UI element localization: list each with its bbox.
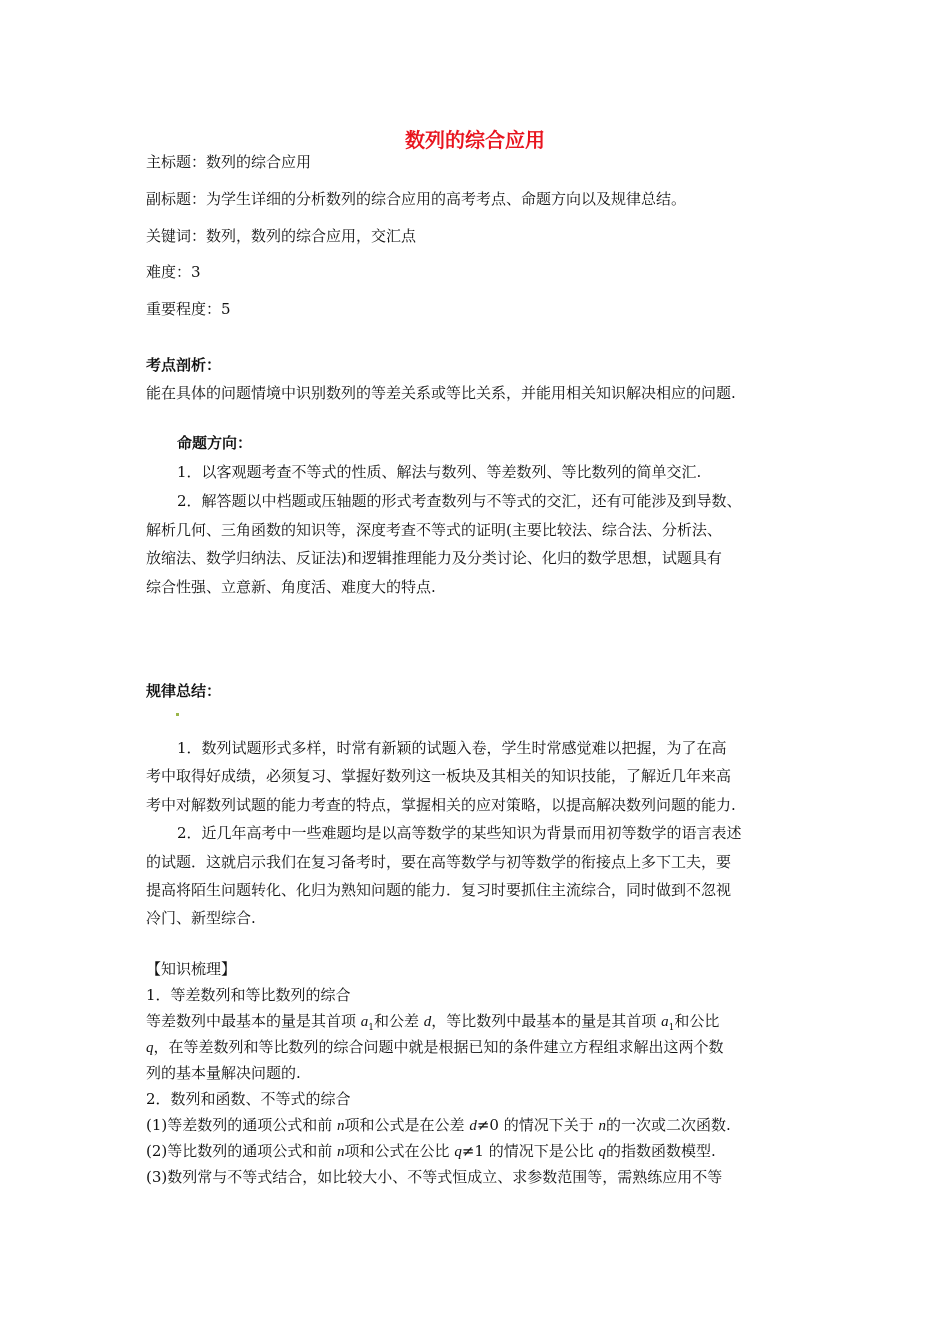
knowledge-s2-line-1: (1)等差数列的通项公式和前 n项和公式是在公差 d≠0 的情况下关于 n的一次或二次函数. [146, 1116, 731, 1134]
direction-line-4: 放缩法、数学归纳法、反证法)和逻辑推理能力及分类讨论、化归的数学思想，试题具有 [146, 549, 722, 567]
direction-line-5: 综合性强、立意新、角度活、难度大的特点. [146, 578, 436, 596]
knowledge-s2-title: 2．数列和函数、不等式的综合 [146, 1090, 351, 1108]
knowledge-s1-line-2: q，在等差数列和等比数列的综合问题中就是根据已知的条件建立方程组求解出这两个数 [146, 1038, 724, 1056]
page-title: 数列的综合应用 [405, 128, 545, 152]
knowledge-heading: 【知识梳理】 [146, 960, 237, 978]
importance-line: 重要程度：5 [146, 300, 231, 318]
analysis-heading: 考点剖析： [146, 356, 222, 374]
knowledge-s1-line-1: 等差数列中最基本的量是其首项 $a_1$和公差 d，等比数列中最基本的量是其首项 $a_1$和公比 [146, 1012, 720, 1033]
summary-heading: 规律总结： [146, 682, 222, 700]
subtitle-line: 副标题：为学生详细的分析数列的综合应用的高考考点、命题方向以及规律总结。 [146, 190, 687, 208]
direction-heading: 命题方向： [177, 434, 253, 452]
keywords-line: 关键词：数列，数列的综合应用，交汇点 [146, 227, 417, 245]
summary-line-5: 的试题．这就启示我们在复习备考时，要在高等数学与初等数学的衔接点上多下工夫，要 [146, 853, 732, 871]
summary-line-4: 2．近几年高考中一些难题均是以高等数学的某些知识为背景而用初等数学的语言表述 [177, 824, 742, 842]
difficulty-line: 难度：3 [146, 263, 201, 281]
analysis-text: 能在具体的问题情境中识别数列的等差关系或等比关系，并能用相关知识解决相应的问题. [146, 384, 736, 402]
direction-line-2: 2．解答题以中档题或压轴题的形式考查数列与不等式的交汇，还有可能涉及到导数、 [177, 492, 742, 510]
summary-line-3: 考中对解数列试题的能力考查的特点，掌握相关的应对策略，以提高解决数列问题的能力. [146, 796, 736, 814]
knowledge-s1-title: 1．等差数列和等比数列的综合 [146, 986, 351, 1004]
summary-line-1: 1．数列试题形式多样，时常有新颖的试题入卷，学生时常感觉难以把握，为了在高 [177, 739, 727, 757]
direction-line-3: 解析几何、三角函数的知识等，深度考查不等式的证明(主要比较法、综合法、分析法、 [146, 521, 722, 539]
summary-line-2: 考中取得好成绩，必须复习、掌握好数列这一板块及其相关的知识技能，了解近几年来高 [146, 767, 732, 785]
summary-line-6: 提高将陌生问题转化、化归为熟知问题的能力．复习时要抓住主流综合，同时做到不忽视 [146, 881, 732, 899]
knowledge-s1-line-3: 列的基本量解决问题的. [146, 1064, 301, 1082]
knowledge-s2-line-3: (3)数列常与不等式结合，如比较大小、不等式恒成立、求参数范围等，需熟练应用不等 [146, 1168, 723, 1186]
knowledge-s2-line-2: (2)等比数列的通项公式和前 n项和公式在公比 q≠1 的情况下是公比 q的指数函数模型. [146, 1142, 716, 1160]
summary-line-7: 冷门、新型综合. [146, 909, 256, 927]
direction-line-1: 1．以客观题考查不等式的性质、解法与数列、等差数列、等比数列的简单交汇. [177, 463, 702, 481]
edit-mark [176, 713, 179, 716]
main-title-line: 主标题：数列的综合应用 [146, 153, 312, 171]
